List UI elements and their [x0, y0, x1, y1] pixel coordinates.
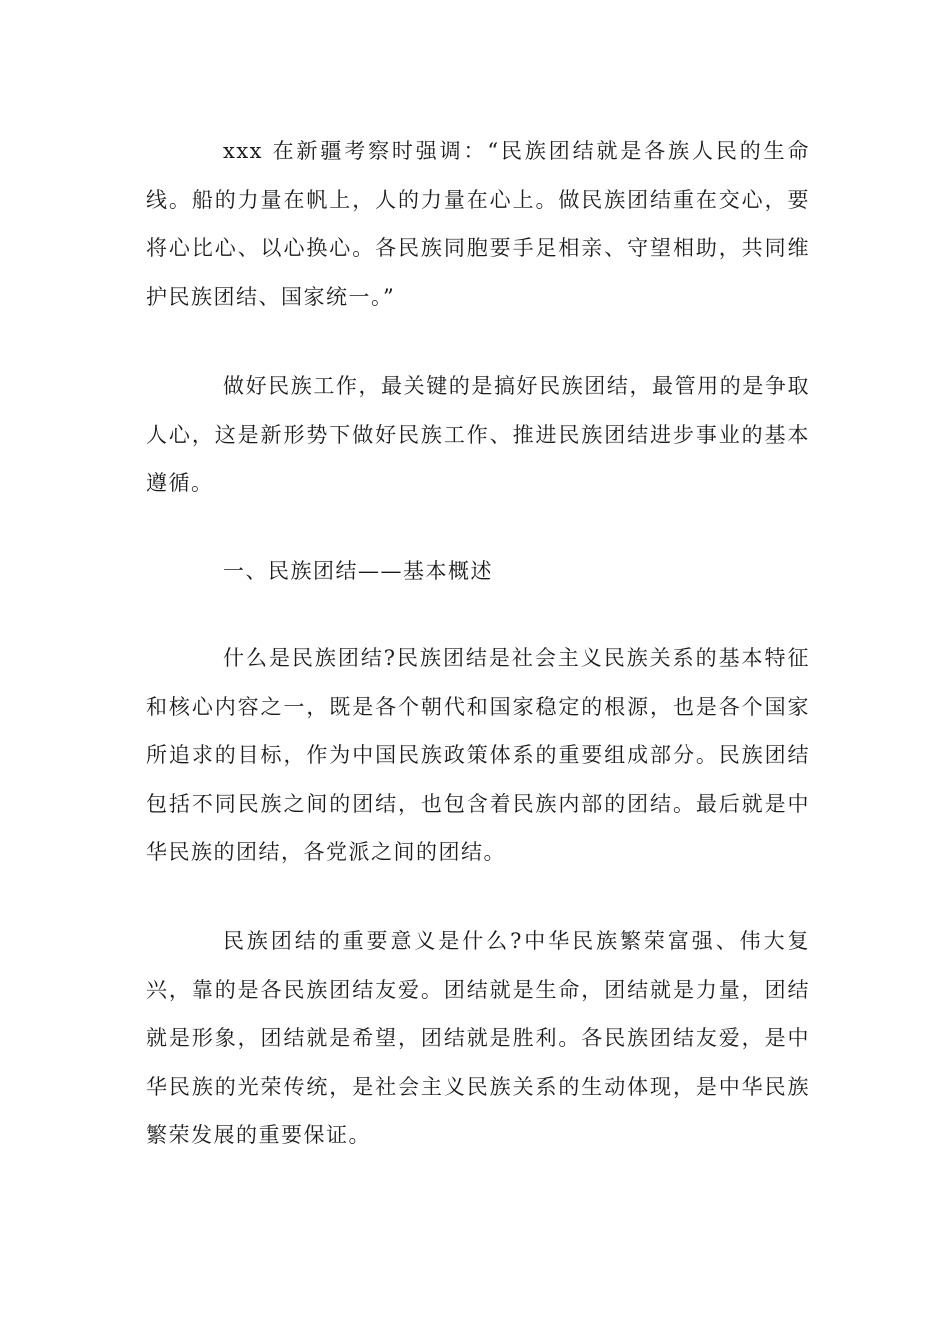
paragraph-ethnic-work: 做好民族工作，最关键的是搞好民族团结，最管用的是争取人心，这是新形势下做好民族工作、推进民族团结进步事业的基本遵循。 [146, 374, 810, 495]
section-heading: 一、民族团结——基本概述 [223, 559, 493, 583]
paragraph-quote: xxx 在新疆考察时强调：“民族团结就是各族人民的生命线。船的力量在帆上，人的力量在心上。做民族团结重在交心，要将心比心、以心换心。各民族同胞要手足相亲、守望相助，共同维护民族团结、国家统一。” [146, 139, 810, 309]
paragraph-definition: 什么是民族团结?民族团结是社会主义民族关系的基本特征和核心内容之一，既是各个朝代和国家稳定的根源，也是各个国家所追求的目标，作为中国民族政策体系的重要组成部分。民族团结包括不同民族之间的团结，也包含着民族内部的团结。最后就是中华民族的团结，各党派之间的团结。 [146, 646, 810, 864]
paragraph-significance: 民族团结的重要意义是什么?中华民族繁荣富强、伟大复兴，靠的是各民族团结友爱。团结就是生命，团结就是力量，团结就是形象，团结就是希望，团结就是胜利。各民族团结友爱，是中华民族的光荣传统，是社会主义民族关系的生动体现，是中华民族繁荣发展的重要保证。 [146, 929, 810, 1147]
